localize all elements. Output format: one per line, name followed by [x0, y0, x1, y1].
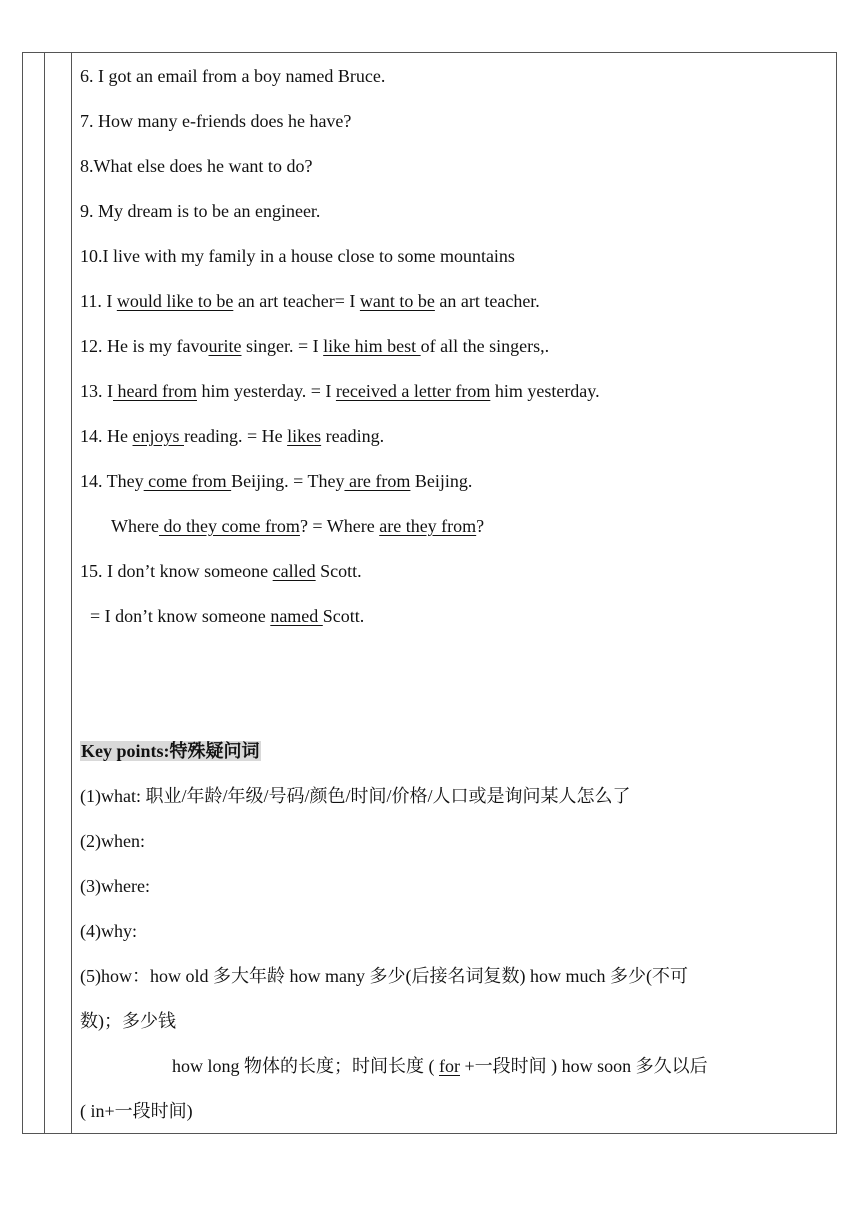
sentence-7: 7. How many e-friends does he have?: [80, 111, 352, 131]
underlined-phrase: would like to be: [116, 291, 234, 311]
key-point-why: (4)why:: [80, 921, 137, 941]
underlined-phrase: come from: [143, 471, 232, 491]
text: 13. I: [80, 381, 113, 401]
sentence-15: [80, 560, 362, 582]
key-point-what: (1)what: 职业/年龄/年级/号码/颜色/时间/价格/人口或是询问某人怎么了: [80, 786, 631, 806]
text: singer. = I: [241, 336, 324, 356]
sentence-6: 6. I got an email from a boy named Bruce.: [80, 66, 386, 86]
sentence-14-where: [111, 515, 484, 537]
text: ?: [476, 516, 485, 536]
text: reading.: [321, 426, 385, 446]
key-point-when: (2)when:: [80, 831, 145, 851]
text: 11. I: [80, 291, 117, 311]
sentence-8: 8.What else does he want to do?: [80, 156, 313, 176]
underlined-phrase: called: [272, 561, 316, 581]
sentence-11: [80, 290, 540, 312]
text: an art teacher.: [434, 291, 540, 311]
text: Scott.: [322, 606, 365, 626]
key-points-heading: [80, 740, 261, 762]
text: Scott.: [315, 561, 362, 581]
underlined-phrase: for: [439, 1056, 460, 1076]
text: ? = Where: [299, 516, 380, 536]
text: reading. = He: [184, 426, 288, 446]
key-points-title: Key points:特殊疑问词: [81, 741, 260, 761]
sentence-14-enjoys: [80, 425, 384, 447]
key-point-how: (5)how：how old 多大年龄 how many 多少(后接名词复数) how much 多少(不可: [80, 966, 688, 986]
key-point-how-long: [172, 1055, 708, 1077]
underlined-phrase: heard from: [113, 381, 197, 401]
underlined-phrase: like him best: [323, 336, 421, 356]
text: how long 物体的长度；时间长度 (: [172, 1056, 439, 1076]
underlined-phrase: are from: [344, 471, 411, 491]
text: 12. He is my favo: [80, 336, 209, 356]
text: = I don’t know someone: [90, 606, 271, 626]
sentence-9: 9. My dream is to be an engineer.: [80, 201, 321, 221]
text: Where: [111, 516, 159, 536]
text: Beijing.: [410, 471, 473, 491]
sentence-14-come-from: [80, 470, 472, 492]
column-divider: [71, 52, 72, 1134]
underlined-phrase: urite: [208, 336, 242, 356]
text: him yesterday. = I: [196, 381, 336, 401]
underlined-phrase: want to be: [359, 291, 435, 311]
underlined-phrase: received a letter from: [335, 381, 491, 401]
text: 14. He: [80, 426, 133, 446]
underlined-phrase: enjoys: [132, 426, 184, 446]
text: +一段时间 ) how soon 多久以后: [460, 1056, 708, 1076]
text: 14. They: [80, 471, 144, 491]
key-point-where: (3)where:: [80, 876, 150, 896]
text: of all the singers,.: [420, 336, 550, 356]
underlined-phrase: named: [270, 606, 323, 626]
underlined-phrase: likes: [287, 426, 322, 446]
underlined-phrase: do they come from: [158, 516, 300, 536]
sentence-13: [80, 380, 600, 402]
key-point-how-cont: 数)；多少钱: [80, 1011, 176, 1031]
text: him yesterday.: [490, 381, 600, 401]
sentence-10: 10.I live with my family in a house close to some mountains: [80, 246, 515, 266]
key-point-how-soon-cont: ( in+一段时间): [80, 1101, 193, 1121]
text: an art teacher= I: [233, 291, 360, 311]
text: 15. I don’t know someone: [80, 561, 273, 581]
text: Beijing. = They: [231, 471, 345, 491]
sentence-12: [80, 335, 549, 357]
underlined-phrase: are they from: [379, 516, 477, 536]
sentence-15-alt: [90, 605, 364, 627]
column-divider: [44, 52, 45, 1134]
